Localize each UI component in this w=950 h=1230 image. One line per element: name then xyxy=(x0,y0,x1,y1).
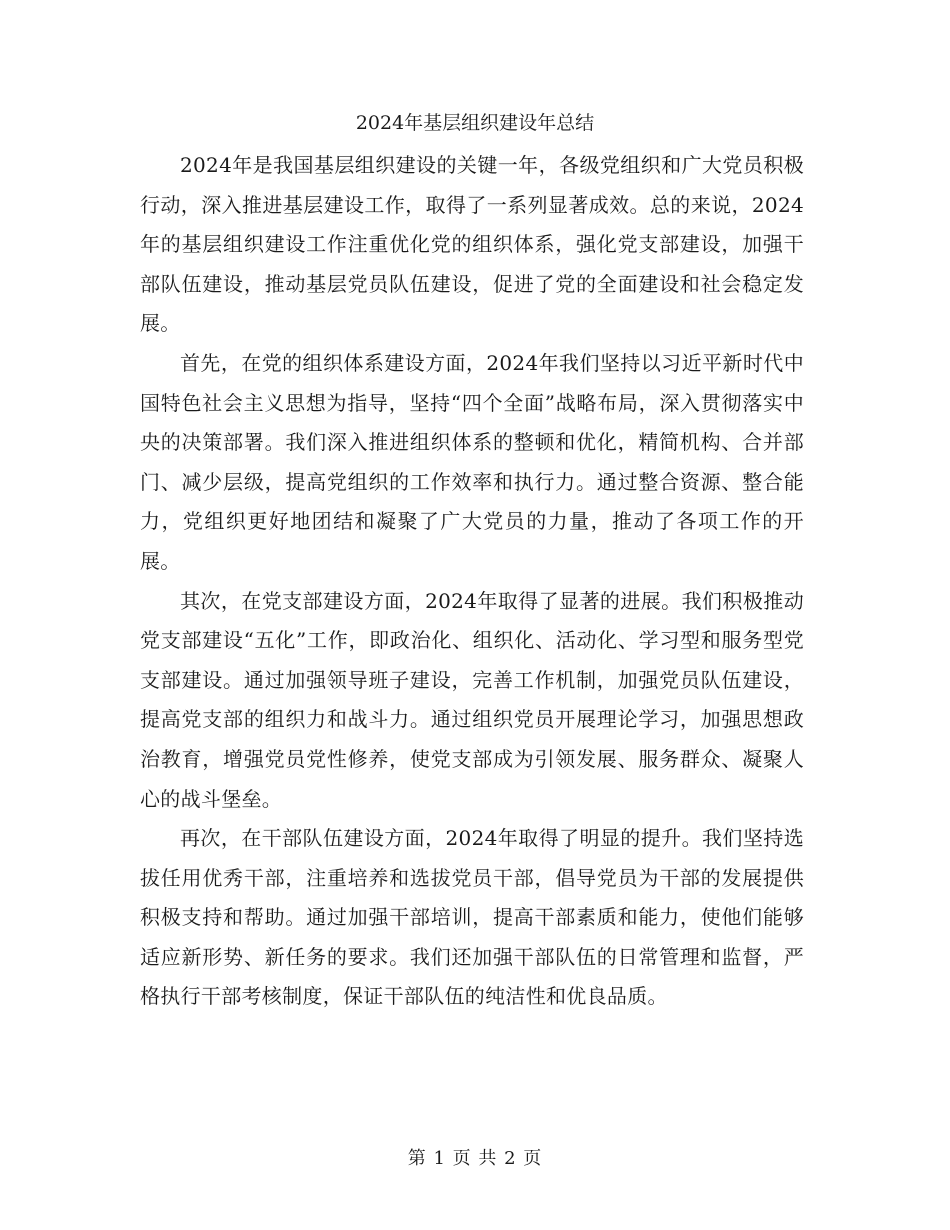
paragraph-organization-system: 首先，在党的组织体系建设方面，2024年我们坚持以习近平新时代中国特色社会主义思想为指导，坚持“四个全面”战略布局，深入贯彻落实中央的决策部署。我们深入推进组织体系的整顿和优化，精简机构、合并部门、减少层级，提高党组织的工作效率和执行力。通过整合资源、整合能力，党组织更好地团结和凝聚了广大党员的力量，推动了各项工作的开展。 xyxy=(140,350,804,573)
document-body xyxy=(140,146,804,1017)
paragraph-party-branch: 其次，在党支部建设方面，2024年取得了显著的进展。我们积极推动党支部建设“五化”工作，即政治化、组织化、活动化、学习型和服务型党支部建设。通过加强领导班子建设，完善工作机制，加强党员队伍建设，提高党支部的组织力和战斗力。通过组织党员开展理论学习，加强思想政治教育，增强党员党性修养，使党支部成为引领发展、服务群众、凝聚人心的战斗堡垒。 xyxy=(140,588,804,811)
paragraph-cadre-team: 再次，在干部队伍建设方面，2024年取得了明显的提升。我们坚持选拔任用优秀干部，注重培养和选拔党员干部，倡导党员为干部的发展提供积极支持和帮助。通过加强干部培训，提高干部素质和能力，使他们能够适应新形势、新任务的要求。我们还加强干部队伍的日常管理和监督，严格执行干部考核制度，保证干部队伍的纯洁性和优良品质。 xyxy=(140,826,804,1009)
document-title: 2024年基层组织建设年总结 xyxy=(355,112,595,134)
page-number-footer: 第 1 页 共 2 页 xyxy=(407,1148,543,1169)
paragraph-intro: 2024年是我国基层组织建设的关键一年，各级党组织和广大党员积极行动，深入推进基层建设工作，取得了一系列显著成效。总的来说，2024年的基层组织建设工作注重优化党的组织体系，强化党支部建设，加强干部队伍建设，推动基层党员队伍建设，促进了党的全面建设和社会稳定发展。 xyxy=(140,153,804,336)
